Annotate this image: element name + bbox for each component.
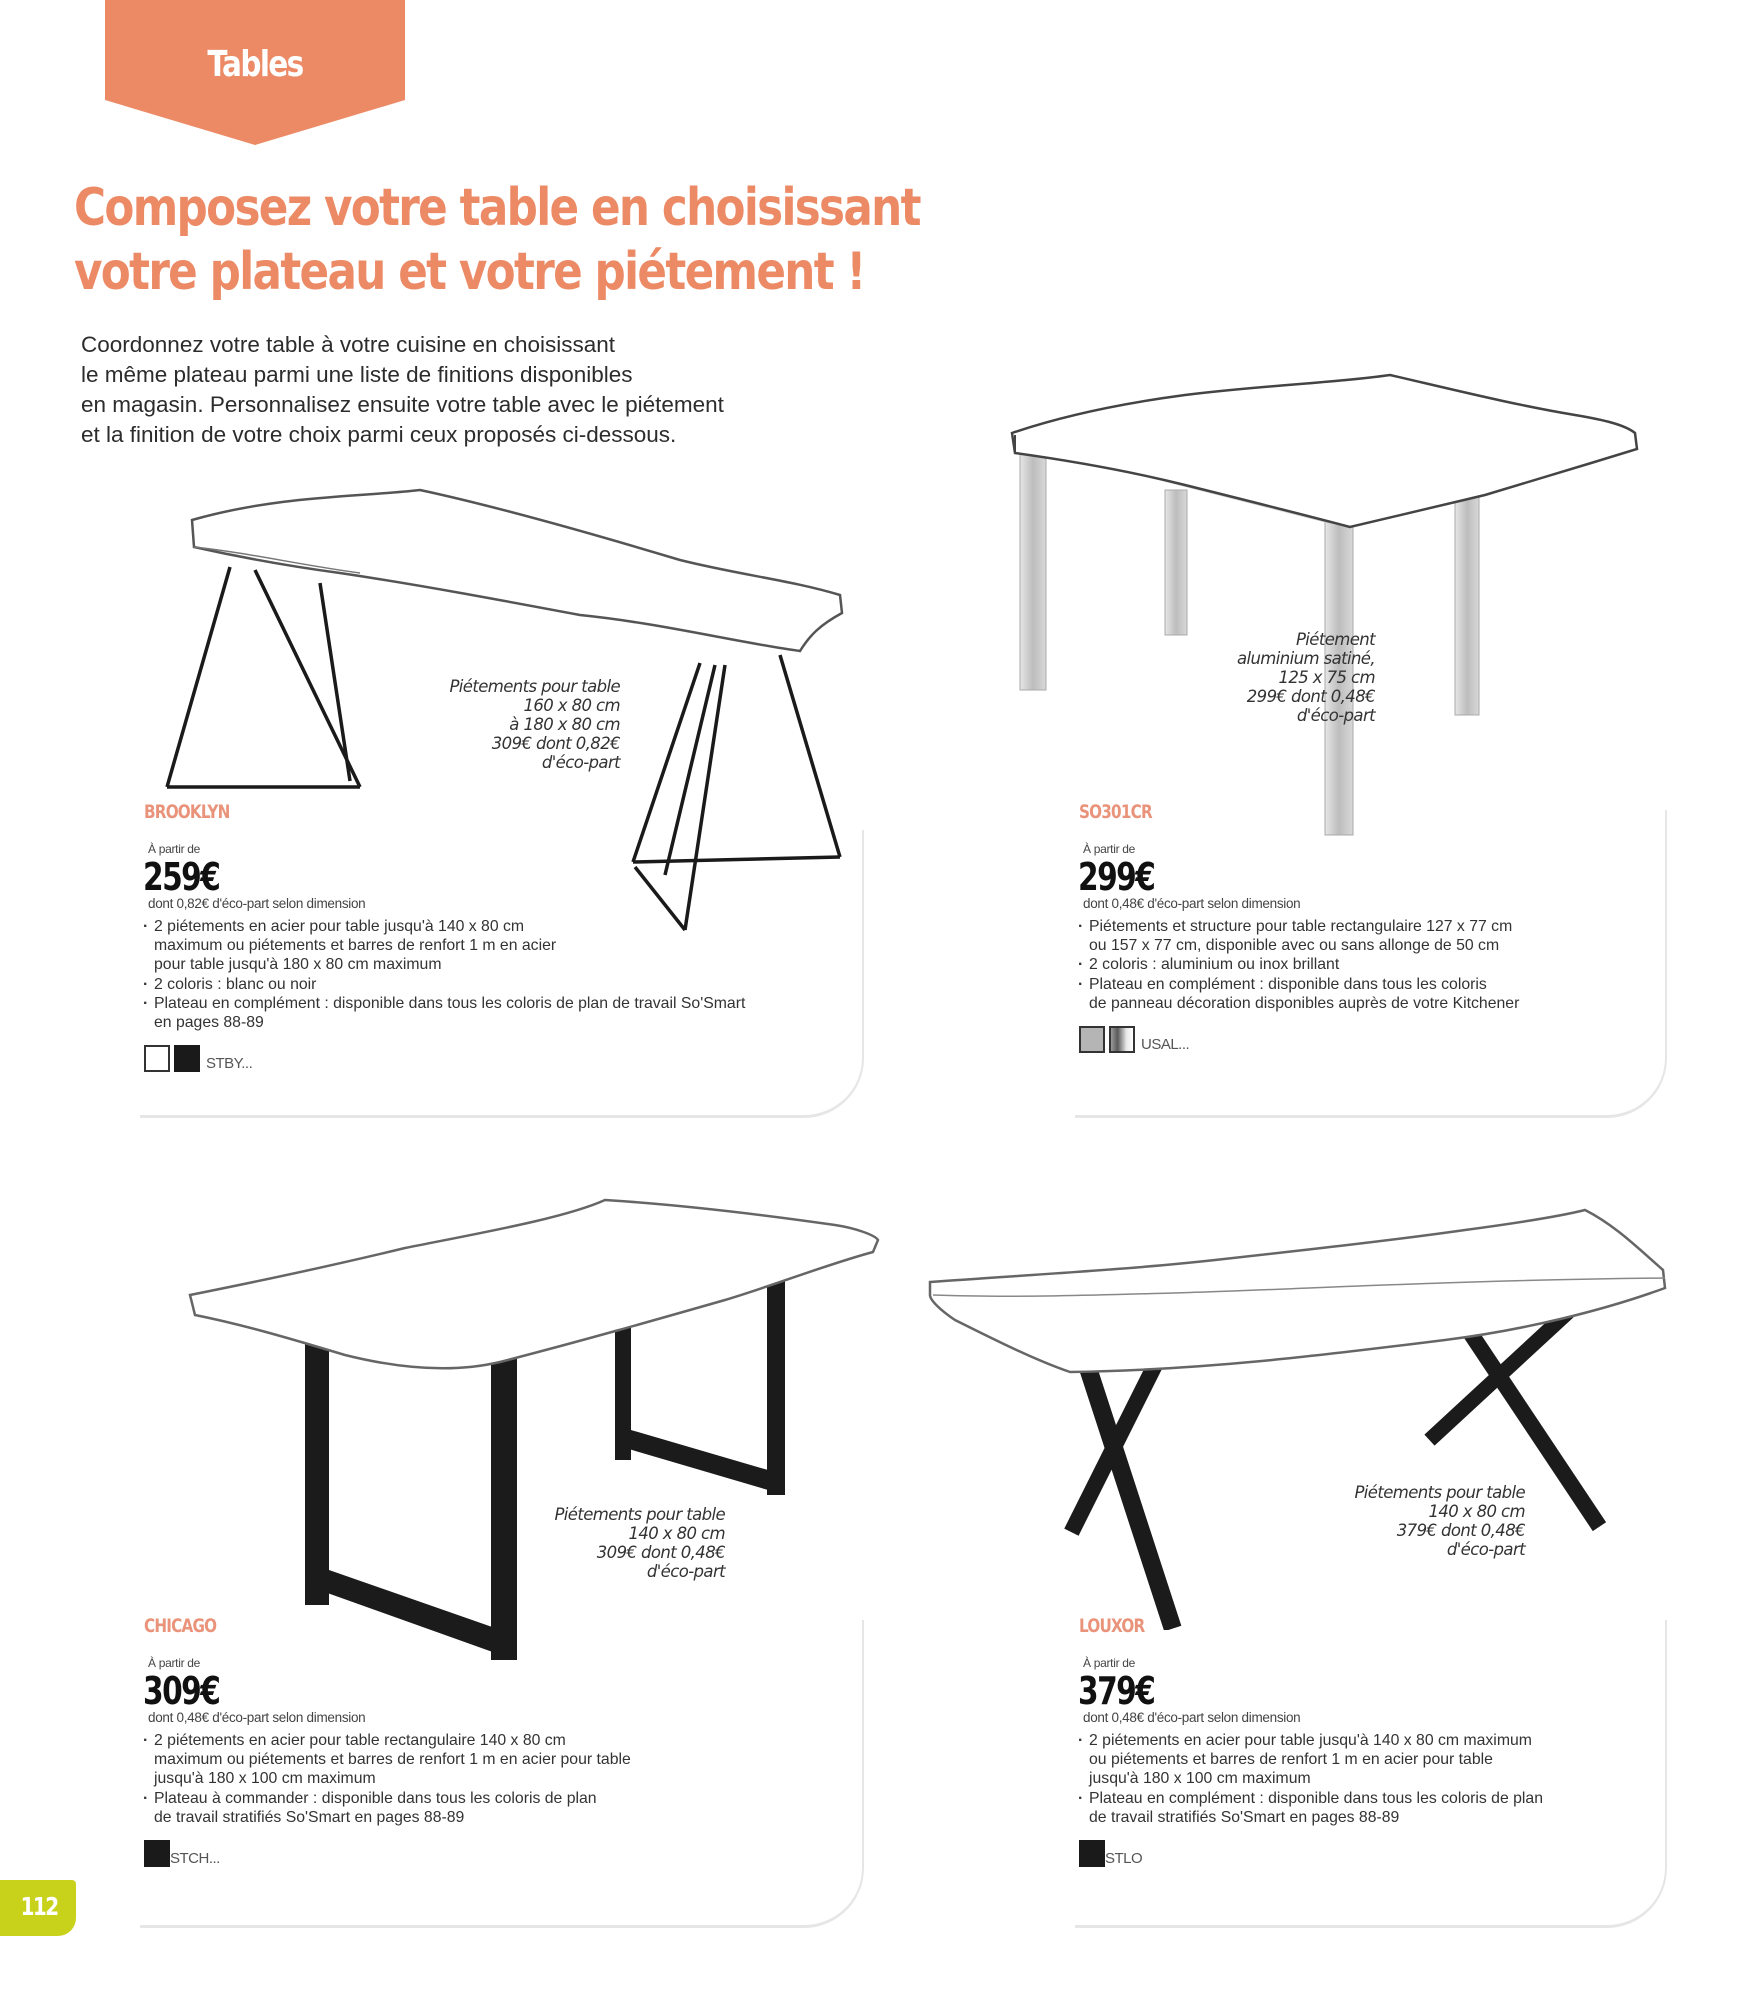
- feature-item: · Plateau en complément : disponible dans tous les coloris de panneau décoration disponibles auprès de votre Kitchener: [1079, 975, 1519, 1013]
- swatch-aluminium[interactable]: [1079, 1026, 1105, 1053]
- feature-item: · 2 coloris : blanc ou noir: [144, 975, 745, 994]
- feature-item: · Plateau en complément : disponible dans tous les coloris de plan de travail stratifiés So'Smart en pages 88-89: [1079, 1789, 1543, 1827]
- headline-line-1: Composez votre table en choisissant: [74, 178, 920, 238]
- from-label: À partir de: [1083, 1656, 1136, 1670]
- leg-caption: Piétement aluminium satiné, 125 x 75 cm 299€ dont 0,48€ d'éco-part: [1236, 630, 1375, 725]
- product-price: 309€: [143, 1669, 220, 1713]
- section-tab: [105, 0, 405, 145]
- intro-line: et la finition de votre choix parmi ceux proposés ci-dessous.: [81, 422, 677, 447]
- product-name: BROOKLYN: [144, 801, 230, 823]
- eco-part-note: dont 0,48€ d'éco-part selon dimension: [148, 1710, 366, 1725]
- product-price: 259€: [143, 855, 220, 899]
- eco-part-note: dont 0,48€ d'éco-part selon dimension: [1083, 896, 1301, 911]
- leg-caption: Piétements pour table 140 x 80 cm 309€ dont 0,48€ d'éco-part: [554, 1505, 725, 1581]
- swatch-black[interactable]: [144, 1840, 170, 1867]
- reference-code: STCH...: [170, 1850, 220, 1867]
- swatch-white[interactable]: [144, 1045, 170, 1072]
- product-name: LOUXOR: [1079, 1615, 1145, 1637]
- headline-line-2: votre plateau et votre piétement !: [74, 242, 865, 302]
- intro-line: Coordonnez votre table à votre cuisine en choisissant: [81, 332, 616, 357]
- from-label: À partir de: [148, 842, 201, 856]
- product-price: 299€: [1078, 855, 1155, 899]
- section-tab-label: Tables: [207, 44, 303, 85]
- chicago-table-illustration: [185, 1190, 885, 1660]
- feature-item: · 2 piétements en acier pour table rectangulaire 140 x 80 cm maximum ou piétements et barres de renfort 1 m en acier pour table jusqu'à 180 x 100 cm maximum: [144, 1731, 631, 1789]
- color-swatches: [1079, 1026, 1189, 1053]
- swatch-inox-brillant[interactable]: [1109, 1026, 1135, 1053]
- feature-item: · Plateau à commander : disponible dans tous les coloris de plan de travail stratifiés So'Smart en pages 88-89: [144, 1789, 631, 1827]
- feature-item: · 2 piétements en acier pour table jusqu'à 140 x 80 cm maximum ou piétements et barres de renfort 1 m en acier pour table jusqu'à 180 x 100 cm maximum: [1079, 1731, 1543, 1789]
- feature-list: [1079, 1731, 1543, 1827]
- product-price: 379€: [1078, 1669, 1155, 1713]
- reference-code: STBY...: [206, 1055, 253, 1072]
- feature-list: [144, 1731, 631, 1827]
- swatch-black[interactable]: [174, 1045, 200, 1072]
- feature-item: · 2 piétements en acier pour table jusqu'à 140 x 80 cm maximum ou piétements et barres de renfort 1 m en acier pour table jusqu'à 180 x 80 cm maximum: [144, 917, 745, 975]
- product-name: SO301CR: [1079, 801, 1152, 823]
- reference-code: STLO: [1105, 1850, 1143, 1867]
- eco-part-note: dont 0,82€ d'éco-part selon dimension: [148, 896, 366, 911]
- feature-list: [144, 917, 745, 1032]
- leg-caption: Piétements pour table 160 x 80 cm à 180 x 80 cm 309€ dont 0,82€ d'éco-part: [449, 677, 620, 772]
- intro-line: le même plateau parmi une liste de finitions disponibles: [81, 362, 633, 387]
- color-swatches: [144, 1840, 220, 1867]
- product-name: CHICAGO: [144, 1615, 217, 1637]
- from-label: À partir de: [1083, 842, 1136, 856]
- feature-item: · 2 coloris : aluminium ou inox brillant: [1079, 955, 1519, 974]
- feature-item: · Piétements et structure pour table rectangulaire 127 x 77 cm ou 157 x 77 cm, disponible avec ou sans allonge de 50 cm: [1079, 917, 1519, 955]
- feature-item: · Plateau en complément : disponible dans tous les coloris de plan de travail So'Smart en pages 88-89: [144, 994, 745, 1032]
- louxor-table-illustration: [925, 1200, 1675, 1630]
- intro-line: en magasin. Personnalisez ensuite votre table avec le piétement: [81, 392, 724, 417]
- so301cr-table-illustration: [1005, 365, 1645, 845]
- color-swatches: [144, 1045, 252, 1072]
- reference-code: USAL...: [1141, 1036, 1190, 1053]
- color-swatches: [1079, 1840, 1142, 1867]
- page-headline: [74, 176, 920, 304]
- page-number-badge: [0, 1880, 76, 1936]
- intro-paragraph: [81, 330, 881, 450]
- page-number: 112: [20, 1892, 58, 1921]
- leg-caption: Piétements pour table 140 x 80 cm 379€ dont 0,48€ d'éco-part: [1354, 1483, 1525, 1559]
- from-label: À partir de: [148, 1656, 201, 1670]
- eco-part-note: dont 0,48€ d'éco-part selon dimension: [1083, 1710, 1301, 1725]
- feature-list: [1079, 917, 1519, 1013]
- swatch-black[interactable]: [1079, 1840, 1105, 1867]
